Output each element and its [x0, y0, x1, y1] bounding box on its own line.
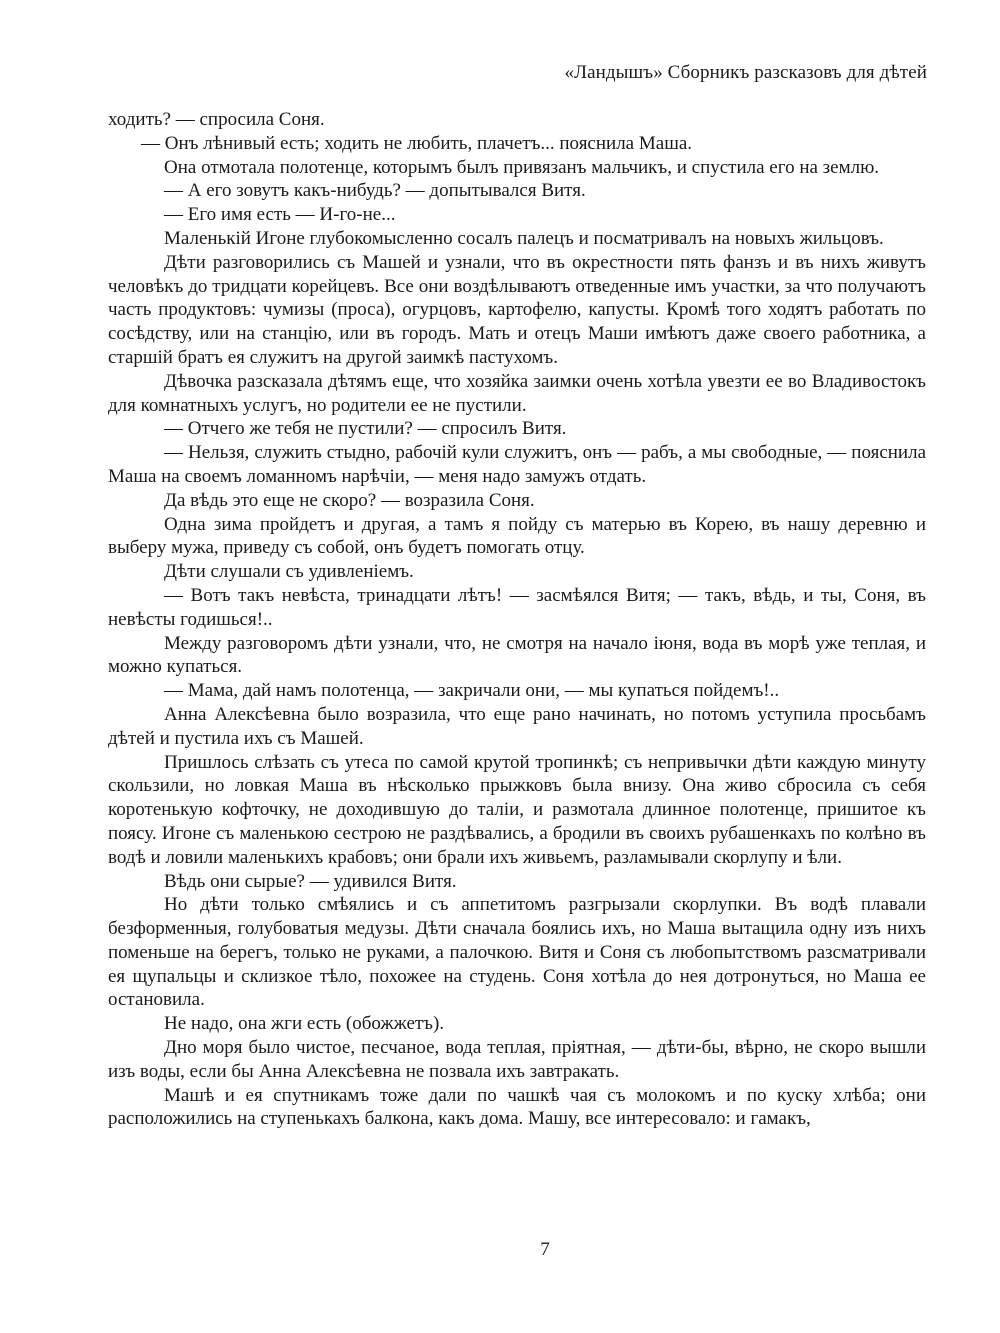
paragraph: Дно моря было чистое, песчаное, вода теплая, пріятная, — дѣти-бы, вѣрно, не скоро вышли изъ воды, если бы Анна Алексѣевна не позвала ихъ завтракать. [108, 1037, 926, 1082]
page-number: 7 [540, 1239, 550, 1260]
paragraph: — Отчего же тебя не пустили? — спросилъ Витя. [164, 418, 567, 440]
paragraph: Дѣвочка разсказала дѣтямъ еще, что хозяйка заимки очень хотѣла увезти ее во Владивостокъ для комнатныхъ услугъ, но родители ее не пустили. [108, 370, 926, 416]
paragraph: Но дѣти только смѣялись и съ аппетитомъ разгрызали скорлупки. Въ водѣ плавали безформенныя, голубоватыя медузы. Дѣти сначала боялись ихъ, но Маша вытащила одну изъ нихъ поменьше на берегъ, только не руками, а палочкою. Витя и Соня съ любопытствомъ разсматривали ея щупальцы и склизкое тѣло, похожее на студень. Соня хотѣла до нея дотронуться, но Маша ее остановила. [108, 894, 926, 1011]
paragraph: Дѣти разговорились съ Машей и узнали, что въ окрестности пять фанзъ и въ нихъ живутъ человѣкъ до тридцати корейцевъ. Все они воздѣлываютъ отведенные имъ участки, за что получаютъ часть продуктовъ: чумизы (проса), огурцовъ, картофелю, капусты. Кромѣ того ходятъ работать по сосѣдству, или на станцію, или въ городъ. Мать и отецъ Маши имѣютъ даже своего работника, а старшій братъ ея служитъ на другой заимкѣ пастухомъ. [108, 251, 926, 368]
paragraph: — Его имя есть — И-го-не... [164, 204, 396, 226]
running-header: «Ландышъ» Сборникъ разсказовъ для дѣтей [564, 62, 927, 83]
paragraph: Вѣдь они сырые? — удивился Витя. [164, 870, 457, 892]
paragraph: Не надо, она жги есть (обожжетъ). [164, 1013, 445, 1035]
paragraph: — Мама, дай намъ полотенца, — закричали они, — мы купаться пойдемъ!.. [164, 680, 780, 702]
paragraph: — Онъ лѣнивый есть; ходить не любить, плачетъ... пояснила Маша. [141, 132, 693, 154]
paragraph: Дѣти слушали съ удивленіемъ. [164, 561, 414, 583]
paragraph: — Вотъ такъ невѣста, тринадцати лѣтъ! — засмѣялся Витя; — такъ, вѣдь, и ты, Соня, въ невѣсты годишься!.. [108, 584, 926, 630]
body-text [108, 108, 926, 1131]
paragraph: Она отмотала полотенце, которымъ былъ привязанъ мальчикъ, и спустила его на землю. [164, 156, 880, 178]
paragraph: Одна зима пройдетъ и другая, а тамъ я пойду съ матерью въ Корею, въ нашу деревню и выберу мужа, приведу съ собой, онъ будетъ помогать отцу. [108, 513, 926, 559]
paragraph: — А его зовутъ какъ-нибудь? — допытывался Витя. [164, 180, 586, 202]
paragraph: Маленькій Игоне глубокомысленно сосалъ палецъ и посматривалъ на новыхъ жильцовъ. [164, 227, 884, 249]
paragraph: Машѣ и ея спутникамъ тоже дали по чашкѣ чая съ молокомъ и по куску хлѣба; они расположились на ступенькахъ балкона, какъ дома. Машу, все интересовало: и гамакъ, [108, 1084, 926, 1130]
paragraph: Да вѣдь это еще не скоро? — возразила Соня. [164, 489, 535, 511]
paragraph: Анна Алексѣевна было возразила, что еще рано начинать, но потомъ уступила просьбамъ дѣтей и пустила ихъ съ Машей. [108, 703, 926, 749]
paragraph: Между разговоромъ дѣти узнали, что, не смотря на начало іюня, вода въ морѣ уже теплая, и можно купаться. [108, 632, 926, 678]
paragraph: Пришлось слѣзать съ утеса по самой крутой тропинкѣ; съ непривычки дѣти каждую минуту скользили, но ловкая Маша въ нѣсколько прыжковъ была внизу. Она живо сбросила съ себя коротенькую кофточку, не доходившую до таліи, и размотала длинное полотенце, пришитое къ поясу. Игоне съ маленькою сестрою не раздѣвались, а бродили въ своихъ рубашенкахъ по колѣно въ водѣ и ловили маленькихъ крабовъ; они брали ихъ живьемъ, разламывали скорлупу и ѣли. [108, 751, 926, 868]
paragraph: — Нельзя, служить стыдно, рабочій кули служитъ, онъ — рабъ, а мы свободные, — пояснила Маша на своемъ ломанномъ нарѣчіи, — меня надо замужъ отдать. [108, 442, 926, 487]
paragraph: ходить? — спросила Соня. [108, 109, 325, 130]
